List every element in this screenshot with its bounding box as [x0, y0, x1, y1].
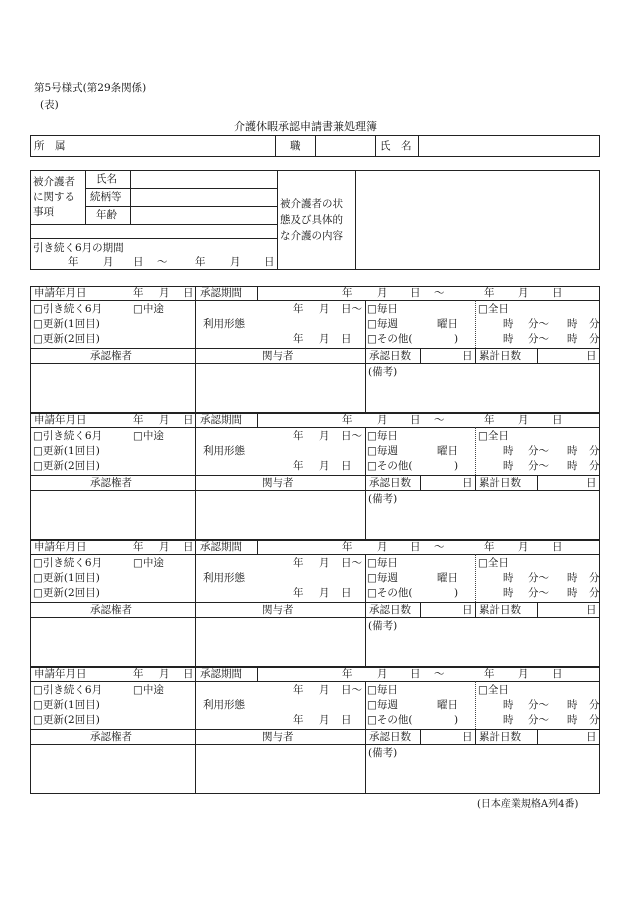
- usage-day-from: 日〜: [341, 557, 362, 569]
- time-hour-1: 時: [503, 318, 514, 330]
- period-month-to: 月: [518, 541, 529, 553]
- weekday-label: 曜日: [437, 572, 458, 584]
- period-year-to: 年: [484, 668, 495, 680]
- form-number: 第5号様式(第29条関係): [34, 82, 147, 94]
- allday-checkbox[interactable]: □全日: [478, 557, 509, 569]
- period-month-from: 月: [377, 668, 388, 680]
- care-state-label-2: 態及び具体的: [280, 214, 343, 226]
- care-period-tilde: 〜: [157, 256, 168, 268]
- freq-other-checkbox[interactable]: □その他(: [367, 333, 413, 345]
- type-continuing-checkbox[interactable]: □引き続く6月: [33, 430, 103, 442]
- time-minute-3: 分〜: [528, 714, 549, 726]
- total-days-label: 累計日数: [479, 477, 521, 489]
- freq-daily-checkbox[interactable]: □毎日: [367, 430, 398, 442]
- time-hour-1: 時: [503, 699, 514, 711]
- usage-month-to: 月: [319, 333, 330, 345]
- type-midway-checkbox[interactable]: □中途: [133, 557, 164, 569]
- period-year-to: 年: [484, 287, 495, 299]
- application-block-4: [0, 667, 630, 795]
- usage-form-label: 利用形態: [203, 699, 245, 711]
- apply-month: 月: [159, 414, 170, 426]
- apply-day: 日: [183, 287, 194, 299]
- approver-label: 承認権者: [90, 350, 132, 362]
- period-day-from: 日: [410, 287, 421, 299]
- time-hour-3: 時: [503, 460, 514, 472]
- usage-day-to: 日: [341, 460, 352, 472]
- time-minute-4: 分: [589, 460, 600, 472]
- name-label: 氏 名: [380, 140, 412, 152]
- time-hour-1: 時: [503, 445, 514, 457]
- freq-other-close: ): [454, 333, 459, 345]
- type-renewal-2-checkbox[interactable]: □更新(2回目): [33, 587, 100, 599]
- care-period-month1: 月: [103, 256, 114, 268]
- freq-weekly-checkbox[interactable]: □毎週: [367, 699, 398, 711]
- freq-other-close: ): [454, 460, 459, 472]
- period-day-from: 日: [410, 414, 421, 426]
- period-year-to: 年: [484, 541, 495, 553]
- usage-year-from: 年: [293, 303, 304, 315]
- usage-year-from: 年: [293, 430, 304, 442]
- allday-checkbox[interactable]: □全日: [478, 303, 509, 315]
- period-year-from: 年: [342, 668, 353, 680]
- total-days-unit: 日: [586, 731, 597, 743]
- apply-date-label: 申請年月日: [34, 287, 87, 299]
- period-year-from: 年: [342, 414, 353, 426]
- approved-days-label: 承認日数: [369, 350, 411, 362]
- time-minute-2: 分: [589, 699, 600, 711]
- time-hour-2: 時: [567, 445, 578, 457]
- freq-other-checkbox[interactable]: □その他(: [367, 460, 413, 472]
- total-days-unit: 日: [586, 604, 597, 616]
- time-hour-2: 時: [567, 572, 578, 584]
- involved-label: 関与者: [262, 604, 294, 616]
- usage-day-to: 日: [341, 714, 352, 726]
- usage-year-to: 年: [293, 333, 304, 345]
- type-renewal-2-checkbox[interactable]: □更新(2回目): [33, 333, 100, 345]
- freq-weekly-checkbox[interactable]: □毎週: [367, 572, 398, 584]
- type-renewal-1-checkbox[interactable]: □更新(1回目): [33, 699, 100, 711]
- total-days-label: 累計日数: [479, 350, 521, 362]
- time-minute-2: 分: [589, 318, 600, 330]
- usage-month-from: 月: [319, 557, 330, 569]
- care-period-year1: 年: [68, 256, 79, 268]
- usage-month-to: 月: [319, 587, 330, 599]
- time-minute-1: 分〜: [528, 445, 549, 457]
- period-year-from: 年: [342, 287, 353, 299]
- time-hour-2: 時: [567, 318, 578, 330]
- remarks-label: (備考): [368, 493, 398, 505]
- time-hour-3: 時: [503, 587, 514, 599]
- period-month-from: 月: [377, 541, 388, 553]
- approved-days-unit: 日: [462, 731, 473, 743]
- usage-year-from: 年: [293, 684, 304, 696]
- time-hour-3: 時: [503, 333, 514, 345]
- period-day-to: 日: [552, 668, 563, 680]
- involved-label: 関与者: [262, 350, 294, 362]
- period-tilde: 〜: [434, 668, 445, 680]
- care-age-label: 年齢: [96, 209, 117, 221]
- freq-daily-checkbox[interactable]: □毎日: [367, 303, 398, 315]
- period-day-to: 日: [552, 541, 563, 553]
- total-days-unit: 日: [586, 477, 597, 489]
- freq-daily-checkbox[interactable]: □毎日: [367, 557, 398, 569]
- period-month-to: 月: [518, 668, 529, 680]
- total-days-unit: 日: [586, 350, 597, 362]
- approver-label: 承認権者: [90, 731, 132, 743]
- usage-month-from: 月: [319, 430, 330, 442]
- care-period-label: 引き続く6月の期間: [33, 242, 124, 254]
- type-midway-checkbox[interactable]: □中途: [133, 303, 164, 315]
- period-month-to: 月: [518, 287, 529, 299]
- type-renewal-2-checkbox[interactable]: □更新(2回目): [33, 714, 100, 726]
- remarks-label: (備考): [368, 366, 398, 378]
- period-month-from: 月: [377, 414, 388, 426]
- allday-checkbox[interactable]: □全日: [478, 430, 509, 442]
- time-hour-1: 時: [503, 572, 514, 584]
- time-hour-4: 時: [567, 333, 578, 345]
- type-midway-checkbox[interactable]: □中途: [133, 684, 164, 696]
- period-day-to: 日: [552, 287, 563, 299]
- usage-day-from: 日〜: [341, 684, 362, 696]
- usage-month-from: 月: [319, 303, 330, 315]
- usage-day-to: 日: [341, 333, 352, 345]
- form-side-label: (表): [40, 99, 59, 111]
- approved-days-unit: 日: [462, 604, 473, 616]
- usage-form-label: 利用形態: [203, 445, 245, 457]
- paper-size-note: (日本産業規格A列4番): [477, 799, 579, 810]
- apply-year: 年: [133, 414, 144, 426]
- involved-label: 関与者: [262, 731, 294, 743]
- apply-month: 月: [159, 287, 170, 299]
- period-tilde: 〜: [434, 287, 445, 299]
- time-minute-2: 分: [589, 445, 600, 457]
- time-minute-1: 分〜: [528, 318, 549, 330]
- apply-day: 日: [183, 414, 194, 426]
- application-block-1: [0, 286, 630, 414]
- apply-year: 年: [133, 287, 144, 299]
- usage-month-from: 月: [319, 684, 330, 696]
- care-period-day1: 日: [133, 256, 144, 268]
- type-continuing-checkbox[interactable]: □引き続く6月: [33, 557, 103, 569]
- period-day-from: 日: [410, 541, 421, 553]
- approval-period-label: 承認期間: [200, 287, 242, 299]
- approval-period-label: 承認期間: [200, 668, 242, 680]
- time-minute-1: 分〜: [528, 572, 549, 584]
- care-group-label-2: に関する: [33, 191, 75, 203]
- usage-day-from: 日〜: [341, 430, 362, 442]
- approval-period-label: 承認期間: [200, 414, 242, 426]
- apply-day: 日: [183, 541, 194, 553]
- remarks-label: (備考): [368, 620, 398, 632]
- allday-checkbox[interactable]: □全日: [478, 684, 509, 696]
- position-label: 職: [290, 140, 301, 152]
- usage-year-to: 年: [293, 714, 304, 726]
- total-days-label: 累計日数: [479, 731, 521, 743]
- apply-date-label: 申請年月日: [34, 541, 87, 553]
- period-tilde: 〜: [434, 541, 445, 553]
- application-block-3: [0, 540, 630, 668]
- approver-label: 承認権者: [90, 604, 132, 616]
- time-minute-3: 分〜: [528, 587, 549, 599]
- care-state-label-1: 被介護者の状: [280, 198, 343, 210]
- time-minute-2: 分: [589, 572, 600, 584]
- weekday-label: 曜日: [437, 445, 458, 457]
- approved-days-label: 承認日数: [369, 604, 411, 616]
- usage-form-label: 利用形態: [203, 318, 245, 330]
- apply-year: 年: [133, 541, 144, 553]
- application-block-2: [0, 413, 630, 541]
- total-days-label: 累計日数: [479, 604, 521, 616]
- time-hour-4: 時: [567, 587, 578, 599]
- time-minute-4: 分: [589, 714, 600, 726]
- time-minute-4: 分: [589, 587, 600, 599]
- time-hour-4: 時: [567, 460, 578, 472]
- care-group-label-1: 被介護者: [33, 176, 75, 188]
- affiliation-label: 所 属: [34, 140, 66, 152]
- type-renewal-1-checkbox[interactable]: □更新(1回目): [33, 318, 100, 330]
- form-title: 介護休暇承認申請書兼処理簿: [234, 120, 377, 133]
- apply-date-label: 申請年月日: [34, 414, 87, 426]
- approved-days-label: 承認日数: [369, 477, 411, 489]
- type-continuing-checkbox[interactable]: □引き続く6月: [33, 303, 103, 315]
- care-name-label: 氏名: [96, 173, 117, 185]
- care-group-label-3: 事項: [33, 206, 54, 218]
- involved-label: 関与者: [262, 477, 294, 489]
- care-period-month2: 月: [230, 256, 241, 268]
- weekday-label: 曜日: [437, 699, 458, 711]
- usage-day-to: 日: [341, 587, 352, 599]
- freq-other-checkbox[interactable]: □その他(: [367, 587, 413, 599]
- time-hour-3: 時: [503, 714, 514, 726]
- apply-month: 月: [159, 541, 170, 553]
- approved-days-unit: 日: [462, 350, 473, 362]
- approved-days-unit: 日: [462, 477, 473, 489]
- usage-form-label: 利用形態: [203, 572, 245, 584]
- usage-month-to: 月: [319, 460, 330, 472]
- usage-month-to: 月: [319, 714, 330, 726]
- time-minute-3: 分〜: [528, 333, 549, 345]
- care-period-day2: 日: [264, 256, 275, 268]
- usage-day-from: 日〜: [341, 303, 362, 315]
- freq-daily-checkbox[interactable]: □毎日: [367, 684, 398, 696]
- care-period-year2: 年: [195, 256, 206, 268]
- period-day-from: 日: [410, 668, 421, 680]
- freq-other-checkbox[interactable]: □その他(: [367, 714, 413, 726]
- period-month-from: 月: [377, 287, 388, 299]
- period-year-to: 年: [484, 414, 495, 426]
- approver-label: 承認権者: [90, 477, 132, 489]
- approval-period-label: 承認期間: [200, 541, 242, 553]
- time-minute-4: 分: [589, 333, 600, 345]
- remarks-label: (備考): [368, 747, 398, 759]
- type-midway-checkbox[interactable]: □中途: [133, 430, 164, 442]
- period-year-from: 年: [342, 541, 353, 553]
- type-renewal-1-checkbox[interactable]: □更新(1回目): [33, 572, 100, 584]
- freq-weekly-checkbox[interactable]: □毎週: [367, 318, 398, 330]
- apply-day: 日: [183, 668, 194, 680]
- freq-other-close: ): [454, 587, 459, 599]
- apply-month: 月: [159, 668, 170, 680]
- apply-year: 年: [133, 668, 144, 680]
- time-minute-1: 分〜: [528, 699, 549, 711]
- type-renewal-2-checkbox[interactable]: □更新(2回目): [33, 460, 100, 472]
- care-state-label-3: な介護の内容: [280, 230, 343, 242]
- weekday-label: 曜日: [437, 318, 458, 330]
- period-month-to: 月: [518, 414, 529, 426]
- freq-other-close: ): [454, 714, 459, 726]
- usage-year-from: 年: [293, 557, 304, 569]
- care-relation-label: 続柄等: [90, 191, 122, 203]
- usage-year-to: 年: [293, 460, 304, 472]
- period-tilde: 〜: [434, 414, 445, 426]
- time-minute-3: 分〜: [528, 460, 549, 472]
- time-hour-4: 時: [567, 714, 578, 726]
- period-day-to: 日: [552, 414, 563, 426]
- type-renewal-1-checkbox[interactable]: □更新(1回目): [33, 445, 100, 457]
- apply-date-label: 申請年月日: [34, 668, 87, 680]
- type-continuing-checkbox[interactable]: □引き続く6月: [33, 684, 103, 696]
- usage-year-to: 年: [293, 587, 304, 599]
- approved-days-label: 承認日数: [369, 731, 411, 743]
- time-hour-2: 時: [567, 699, 578, 711]
- freq-weekly-checkbox[interactable]: □毎週: [367, 445, 398, 457]
